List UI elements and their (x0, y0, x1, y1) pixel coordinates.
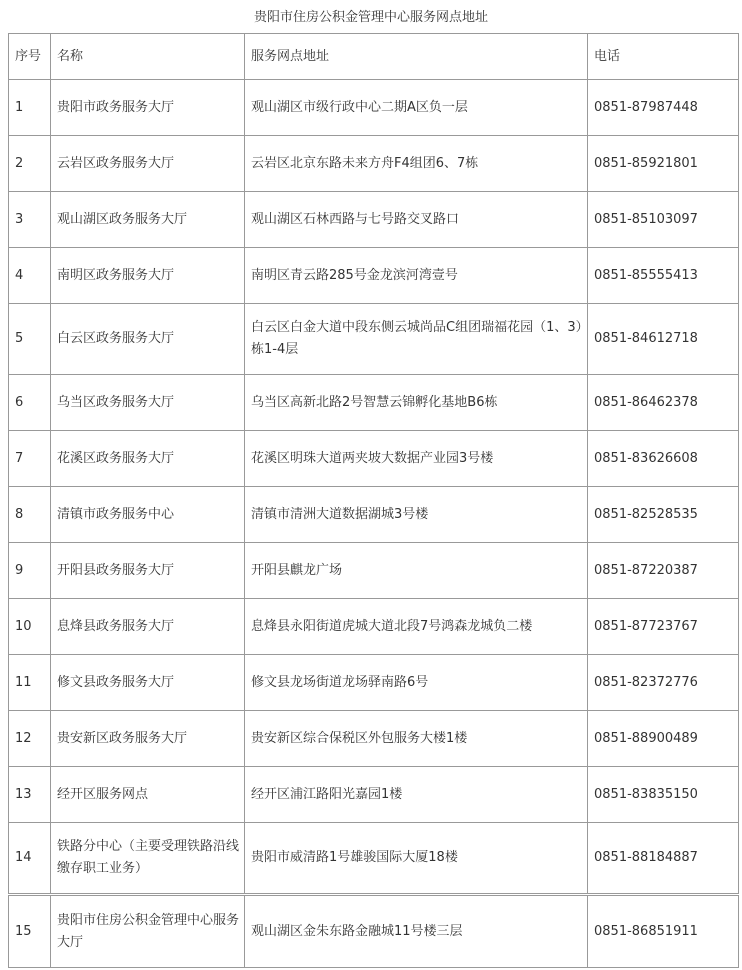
row-name: 花溪区政务服务大厅 (51, 431, 245, 487)
table-row (9, 487, 739, 543)
row-name: 乌当区政务服务大厅 (51, 375, 245, 431)
row-no: 1 (9, 80, 51, 136)
row-name: 清镇市政务服务中心 (51, 487, 245, 543)
row-address: 云岩区北京东路未来方舟F4组团6、7栋 (245, 136, 588, 192)
row-no: 6 (9, 375, 51, 431)
table-row (9, 80, 739, 136)
row-phone: 0851-82528535 (588, 487, 739, 543)
row-address: 贵安新区综合保税区外包服务大楼1楼 (245, 711, 588, 767)
row-address: 观山湖区市级行政中心二期A区负一层 (245, 80, 588, 136)
row-name: 贵安新区政务服务大厅 (51, 711, 245, 767)
table-row (9, 823, 739, 895)
row-phone: 0851-86462378 (588, 375, 739, 431)
row-phone: 0851-82372776 (588, 655, 739, 711)
row-address: 乌当区高新北路2号智慧云锦孵化基地B6栋 (245, 375, 588, 431)
row-no: 11 (9, 655, 51, 711)
row-no: 8 (9, 487, 51, 543)
row-phone: 0851-88900489 (588, 711, 739, 767)
row-name: 开阳县政务服务大厅 (51, 543, 245, 599)
row-address: 南明区青云路285号金龙滨河湾壹号 (245, 248, 588, 304)
row-name: 贵阳市住房公积金管理中心服务大厅 (51, 895, 245, 968)
header-address: 服务网点地址 (245, 34, 588, 80)
row-name: 贵阳市政务服务大厅 (51, 80, 245, 136)
row-no: 5 (9, 304, 51, 375)
table-row (9, 248, 739, 304)
table-row (9, 431, 739, 487)
row-address: 息烽县永阳街道虎城大道北段7号鸿森龙城负二楼 (245, 599, 588, 655)
row-phone: 0851-85921801 (588, 136, 739, 192)
row-address: 观山湖区金朱东路金融城11号楼三层 (245, 895, 588, 968)
table-row (9, 375, 739, 431)
table-row (9, 304, 739, 375)
row-address: 白云区白金大道中段东侧云城尚品C组团瑞福花园（1、3）栋1-4层 (245, 304, 588, 375)
row-no: 9 (9, 543, 51, 599)
row-name: 云岩区政务服务大厅 (51, 136, 245, 192)
row-name: 铁路分中心（主要受理铁路沿线缴存职工业务） (51, 823, 245, 895)
table-row (9, 711, 739, 767)
row-no: 10 (9, 599, 51, 655)
header-name: 名称 (51, 34, 245, 80)
row-phone: 0851-87987448 (588, 80, 739, 136)
row-name: 白云区政务服务大厅 (51, 304, 245, 375)
row-address: 经开区浦江路阳光嘉园1楼 (245, 767, 588, 823)
row-address: 观山湖区石林西路与七号路交叉路口 (245, 192, 588, 248)
row-no: 4 (9, 248, 51, 304)
row-phone: 0851-86851911 (588, 895, 739, 968)
row-phone: 0851-84612718 (588, 304, 739, 375)
row-phone: 0851-83626608 (588, 431, 739, 487)
table-row (9, 192, 739, 248)
row-no: 15 (9, 895, 51, 968)
row-address: 清镇市清洲大道数据湖城3号楼 (245, 487, 588, 543)
row-phone: 0851-87723767 (588, 599, 739, 655)
row-name: 观山湖区政务服务大厅 (51, 192, 245, 248)
row-phone: 0851-87220387 (588, 543, 739, 599)
table-row (9, 599, 739, 655)
table-row (9, 767, 739, 823)
row-address: 开阳县麒龙广场 (245, 543, 588, 599)
row-no: 13 (9, 767, 51, 823)
row-no: 7 (9, 431, 51, 487)
row-address: 贵阳市威清路1号雄骏国际大厦18楼 (245, 823, 588, 895)
table-row (9, 136, 739, 192)
table-row (9, 895, 739, 968)
row-phone: 0851-83835150 (588, 767, 739, 823)
row-phone: 0851-88184887 (588, 823, 739, 895)
row-address: 修文县龙场街道龙场驿南路6号 (245, 655, 588, 711)
row-no: 14 (9, 823, 51, 895)
row-phone: 0851-85555413 (588, 248, 739, 304)
header-no: 序号 (9, 34, 51, 80)
row-no: 12 (9, 711, 51, 767)
row-name: 南明区政务服务大厅 (51, 248, 245, 304)
table-header-row (9, 34, 739, 80)
row-no: 3 (9, 192, 51, 248)
row-phone: 0851-85103097 (588, 192, 739, 248)
table-row (9, 543, 739, 599)
table-row (9, 655, 739, 711)
row-no: 2 (9, 136, 51, 192)
service-points-table (8, 33, 739, 968)
header-phone: 电话 (588, 34, 739, 80)
row-name: 修文县政务服务大厅 (51, 655, 245, 711)
row-address: 花溪区明珠大道两夹坡大数据产业园3号楼 (245, 431, 588, 487)
row-name: 息烽县政务服务大厅 (51, 599, 245, 655)
row-name: 经开区服务网点 (51, 767, 245, 823)
document-title: 贵阳市住房公积金管理中心服务网点地址 (253, 10, 488, 25)
